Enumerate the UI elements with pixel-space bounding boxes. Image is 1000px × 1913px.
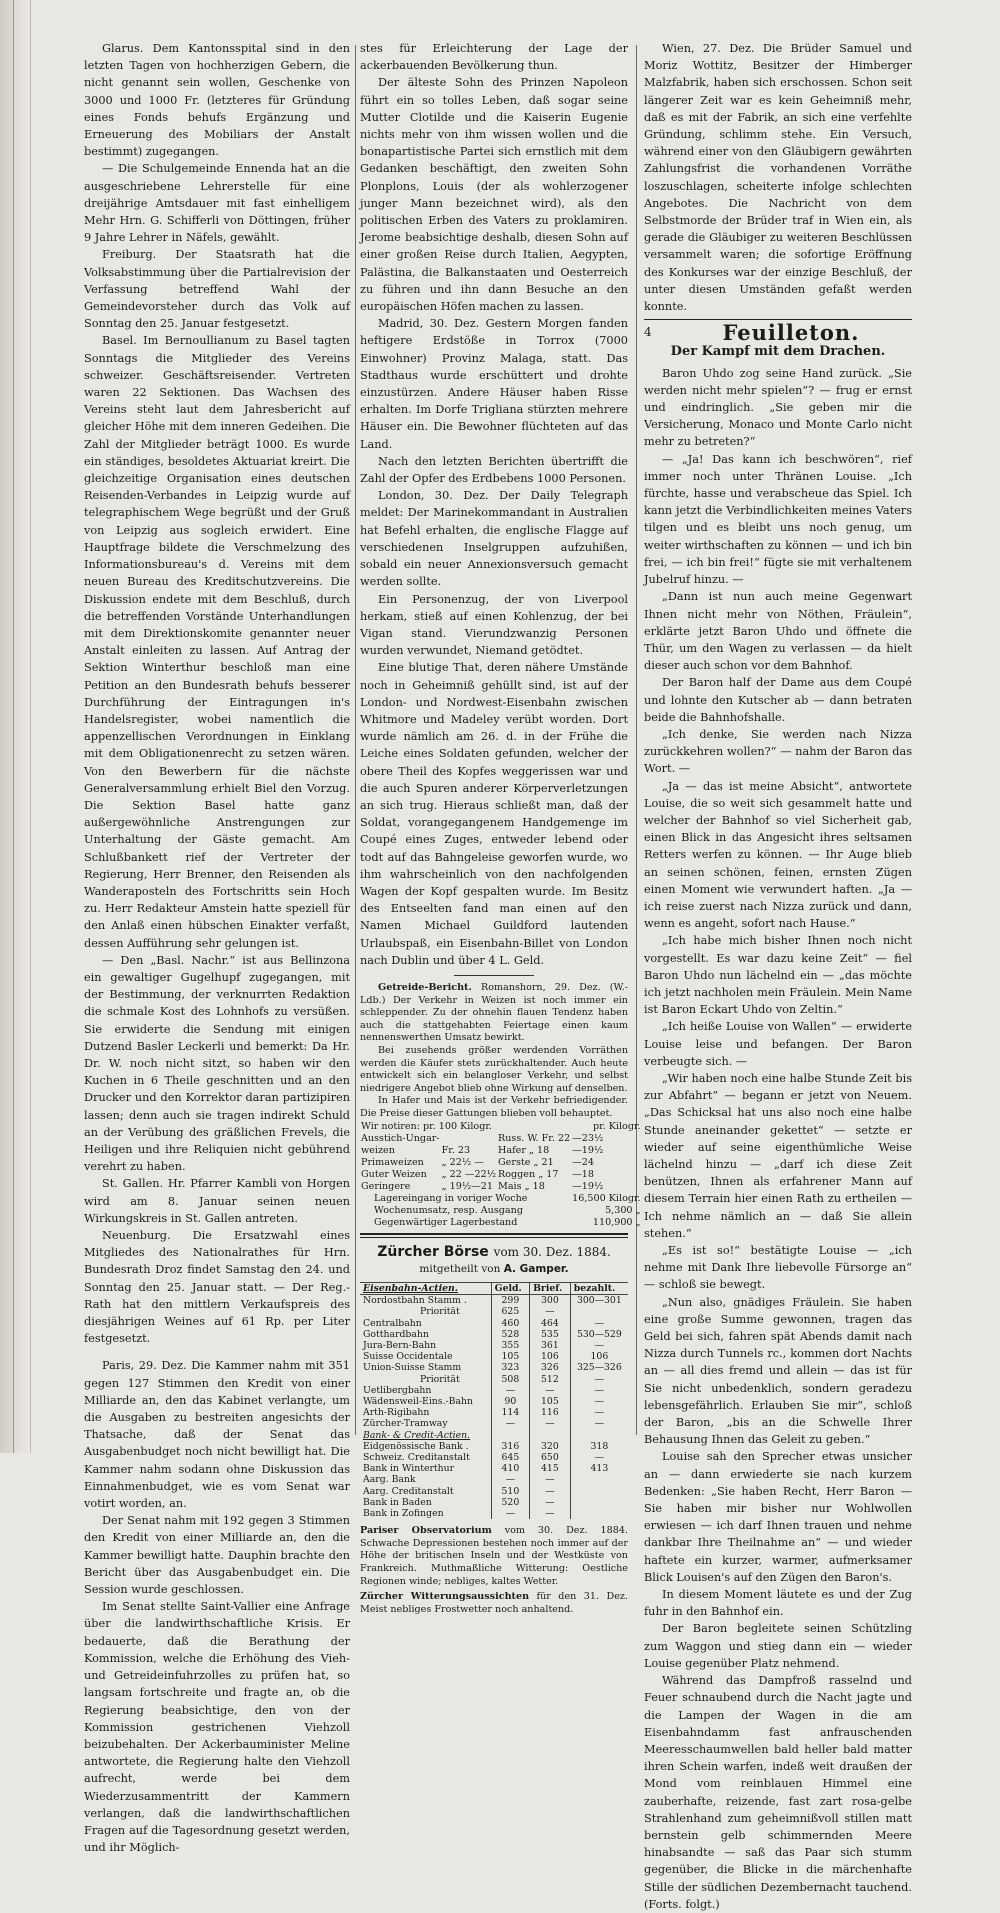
article-paris-kammer: Paris, 29. Dez. Die Kammer nahm mit 351 gegen 127 Stimmen den Kredit von einer Milliarde an, den das Kabinet verlangte, um die Ausgaben zu bestreiten angesichts der Thatsache, daß der Senat das Ausgabenbudget noch nicht bewilligt hat. Die Kammer nahm sodann ohne Diskussion das Einnahmenbudget, wie es vom Senat war votirt worden, an. bbox=[84, 1359, 350, 1511]
table-cell: 530—529 bbox=[570, 1329, 628, 1340]
table-cell: Aarg. Creditanstalt bbox=[363, 1485, 454, 1497]
table-cell: — bbox=[530, 1418, 571, 1429]
table-cell: —19½ bbox=[572, 1144, 604, 1156]
table-cell: pr. Kilogr. bbox=[592, 1120, 641, 1132]
column-header: Geld. bbox=[491, 1282, 529, 1294]
article-bloody-deed: Eine blutige That, deren nähere Umstände noch in Geheimniß gehüllt sind, ist auf der London- und Nordwest-Eisenbahn zwischen Whitmore und Madeley verübt worden. Dort wurde nämlich am 26. d. in der Frühe die Leiche eines Soldaten gefunden, welcher der obere Theil des Kopfes weggerissen war und die auch Spuren anderer Körperverletzungen an sich trug. Hieraus schließt man, daß der Soldat, vorangegangenem Handgemenge im Coupé eines Zuges, entweder lebend oder todt auf das Bahngeleise geworfen wurde, wo ihm wahrscheinlich von den nachfolgenden Wagen der Kopf gespalten wurde. Im Besitz des Entseelten fand man einen auf den Namen Michael Guildford lautenden Urlaubspaß, ein Eisenbahn-Billet von London nach Dublin und über 4 L. Geld. bbox=[360, 661, 628, 967]
table-row bbox=[360, 1340, 628, 1351]
table-cell bbox=[570, 1486, 628, 1497]
table-cell: — bbox=[570, 1396, 628, 1407]
table-cell: — bbox=[530, 1306, 571, 1317]
table-cell: 512 bbox=[530, 1374, 571, 1385]
table-cell: Lagereingang in voriger Woche bbox=[374, 1192, 528, 1204]
table-cell: Primaweizen bbox=[361, 1156, 424, 1168]
article-paris-saint-vallier: Im Senat stellte Saint-Vallier eine Anfrage über die landwirthschaftliche Krisis. Er bedauerte, daß die Berathung der Kommission, welche die Erhöhung des Vieh- und Getreideinfuhrzolles zu prüfen hat, so langsam fortschreite und fragte an, ob die Regierung beabsichtige, den von der Kommission gestrichenen Viehzoll beizubehalten. Der Ackerbauminister Meline antwortete, die Regierung halte den Viehzoll aufrecht, werde bei dem Wiederzusammentritt der Kammern verlangen, daß die landwirthschaftlichen Fragen auf die Tagesordnung gesetzt werden, und ihr Möglich- bbox=[84, 1600, 350, 1855]
table-cell: Wädensweil-Eins.-Bahn bbox=[363, 1395, 474, 1407]
table-row bbox=[360, 1181, 642, 1193]
table-row bbox=[360, 1463, 628, 1474]
table-row bbox=[360, 1157, 642, 1169]
column-header: bezahlt. bbox=[570, 1282, 628, 1294]
observatory-text: Schwache Depressionen bestehen noch immer auf der Höhe der britischen Inseln und der Westküste von Frankreich. Muthmaßliche Witterung: Oestliche Regionen winde; nebliges, kaltes Wetter. bbox=[360, 1537, 628, 1587]
table-cell: — bbox=[530, 1508, 571, 1519]
table-cell: Gotthardbahn bbox=[363, 1328, 429, 1340]
table-cell: 316 bbox=[491, 1441, 529, 1452]
table-cell: Wochenumsatz, resp. Ausgang bbox=[374, 1204, 523, 1216]
feuilleton-subtitle: Der Kampf mit dem Drachen. bbox=[670, 344, 886, 360]
table-row bbox=[360, 1441, 628, 1452]
table-cell: 300—301 bbox=[570, 1295, 628, 1307]
feuilleton-paragraph: „Wir haben noch eine halbe Stunde Zeit bis zur Abfahrt“ — begann er jetzt von Neuem. „Das Schicksal hat uns also noch eine halbe Stunde aneinander gekettet“ — setzte er wieder auf seine eigenthümliche Weise lächelnd hinzu — „darf ich diese Zeit benützen, Ihnen als erfahrener Mann auf diesem Terrain hier einen Rath zu ertheilen — Ich nehme nämlich an — daß Sie allein stehen.“ bbox=[644, 1071, 912, 1240]
table-row bbox=[360, 1205, 642, 1217]
article-liverpool: Ein Personenzug, der von Liverpool herkam, stieß auf einen Kohlenzug, der bei Vigan stand. Vierundzwanzig Personen wurden verwundet, Niemand getödtet. bbox=[360, 592, 628, 658]
table-cell: 90 bbox=[491, 1396, 529, 1407]
article-st-gallen: St. Gallen. Hr. Pfarrer Kambli von Horgen wird am 8. Januar seinen neuen Wirkungskreis in St. Gallen antreten. bbox=[84, 1177, 350, 1225]
table-row bbox=[360, 1362, 628, 1373]
table-cell: 464 bbox=[530, 1318, 571, 1329]
article-paris-senat: Der Senat nahm mit 192 gegen 3 Stimmen den Kredit von einer Milliarde an, den die Kammer bewilligt hatte. Dauphin brachte den Bericht über das Ausgabenbudget ein. Die Session wurde geschlossen. bbox=[84, 1514, 350, 1597]
table-row bbox=[360, 1329, 628, 1340]
table-cell: Nordostbahn Stamm . bbox=[363, 1295, 467, 1307]
table-row bbox=[360, 1351, 628, 1362]
table-cell: Eidgenössische Bank . bbox=[363, 1440, 469, 1452]
table-cell: Bank in Winterthur bbox=[363, 1463, 455, 1475]
table-section-row bbox=[360, 1430, 628, 1441]
feuilleton-paragraph: — „Ja! Das kann ich beschwören“, rief immer noch unter Thränen Louise. „Ich fürchte, hasse und verabscheue das Spiel. Ich kann jetzt die Verbindlichkeiten meines Vaters tilgen und es bleibt uns noch genug, um weiter wirthschaften zu können — und ich bin frei, — ich bin frei!“ fügte sie mit verhaltenem Jubelruf hinzu. — bbox=[644, 452, 912, 587]
table-cell bbox=[491, 1430, 529, 1441]
feuilleton-title: Feuilleton. bbox=[722, 320, 860, 346]
news-column-1 bbox=[84, 40, 350, 1855]
table-cell: 528 bbox=[491, 1329, 529, 1340]
table-cell: 410 bbox=[491, 1463, 529, 1474]
table-cell: 300 bbox=[530, 1295, 571, 1307]
grain-price-table bbox=[360, 1121, 642, 1229]
column-divider-1 bbox=[355, 45, 356, 1435]
table-cell: — bbox=[530, 1385, 571, 1396]
table-cell: 105 bbox=[491, 1351, 529, 1362]
table-cell: Bank in Baden bbox=[363, 1496, 432, 1508]
table-cell: 520 bbox=[491, 1497, 529, 1508]
column-header: Eisenbahn-Actien. bbox=[360, 1282, 491, 1294]
table-row bbox=[360, 1452, 628, 1463]
table-row bbox=[360, 1486, 628, 1497]
table-cell: 105 bbox=[530, 1396, 571, 1407]
table-cell bbox=[530, 1430, 571, 1441]
table-cell bbox=[570, 1508, 628, 1519]
table-cell: 645 bbox=[491, 1452, 529, 1463]
table-cell: Russ. W. Fr. 22 bbox=[498, 1132, 571, 1144]
table-cell: 106 bbox=[530, 1351, 571, 1362]
feuilleton-paragraph: „Ich habe mich bisher Ihnen noch nicht vorgestellt. Es war dazu keine Zeit“ — fiel Baron Uhdo nun lächelnd ein — „das möchte ich jetzt nachholen mein Fräulein. Mein Name ist Baron Eckart Uhdo von Zeltin.“ bbox=[644, 934, 912, 1017]
feuilleton-paragraph: Louise sah den Sprecher etwas unsicher an — dann erwiederte sie nach kurzem Bedenken: „Sie haben Recht, Herr Baron — Sie haben mir bisher nur Wohlwollen erwiesen — ich darf Ihnen trauen und nehme dankbar Ihre Theilnahme an“ — und wieder haftete ein kurzer, warmer, aufmerksamer Blick Louisen's auf den Zügen den Baron's. bbox=[644, 1450, 912, 1584]
table-row bbox=[360, 1133, 642, 1145]
table-cell: Hafer „ 18 bbox=[498, 1144, 550, 1156]
article-freiburg: Freiburg. Der Staatsrath hat die Volksabstimmung über die Partialrevision der Verfassung betreffend Wahl der Gemeindevorsteher durch das Volk auf Sonntag den 25. Januar festgesetzt. bbox=[84, 248, 350, 331]
grain-report-dateline: Romanshorn, 29. Dez. (W.-Ldb.) bbox=[360, 981, 628, 1006]
table-cell: Bank in Zofingen bbox=[363, 1507, 444, 1519]
table-cell: Zürcher-Tramway bbox=[363, 1418, 448, 1430]
table-cell: Wir notiren: pr. 100 Kilogr. bbox=[361, 1120, 492, 1132]
table-cell: — bbox=[570, 1385, 628, 1396]
table-cell bbox=[570, 1474, 628, 1485]
boerse-byline bbox=[360, 1261, 628, 1278]
feuilleton-paragraph: „Es ist so!“ bestätigte Louise — „ich nehme mit Dank Ihre liebevolle Fürsorge an“ — schloß sie bewegt. bbox=[644, 1244, 912, 1292]
feuilleton-paragraph: „Nun also, gnädiges Fräulein. Sie haben eine große Summe gewonnen, tragen das Geld bei sich, fahren spät Abends damit nach Nizza durch Tunnels rc., kommen dort Nachts an — all dies fremd und allein — das ist für Sie nicht unbedenklich, sondern geradezu lebensgefährlich. Erlauben Sie mir“, schloß der Baron, „bis an die Schwelle Ihrer Behausung Ihnen das Geleit zu geben.“ bbox=[644, 1295, 912, 1447]
table-cell: 415 bbox=[530, 1463, 571, 1474]
table-cell: Guter Weizen bbox=[361, 1168, 427, 1180]
weather-heading: Zürcher Witterungsaussichten bbox=[360, 1591, 530, 1603]
feuilleton-paragraph: Der Baron half der Dame aus dem Coupé und lohnte den Kutscher ab — dann betraten beide die Bahnhofshalle. bbox=[644, 676, 912, 724]
table-row bbox=[360, 1474, 628, 1485]
feuilleton-paragraph: „Ich denke, Sie werden nach Nizza zurückkehren wollen?“ — nahm der Baron das Wort. — bbox=[644, 727, 912, 776]
table-row bbox=[360, 1497, 628, 1508]
article-continued: stes für Erleichterung der Lage der ackerbauenden Bevölkerung thun. bbox=[360, 42, 628, 73]
grain-report-intro bbox=[360, 982, 628, 1045]
article-neuenburg: Neuenburg. Die Ersatzwahl eines Mitgliedes des Nationalrathes für Hrn. Bundesrath Droz findet Samstag den 24. und Sonntag den 25. Januar statt. — Der Reg.-Rath hat den mittlern Verkaufspreis des diesjährigen Weines auf 61 Rp. per Liter festgesetzt. bbox=[84, 1229, 350, 1346]
table-cell: Uetlibergbahn bbox=[363, 1384, 432, 1396]
table-row bbox=[360, 1295, 628, 1307]
table-cell: Priorität bbox=[420, 1373, 460, 1385]
table-cell: 508 bbox=[491, 1374, 529, 1385]
table-row bbox=[360, 1121, 642, 1133]
table-cell: 413 bbox=[570, 1463, 628, 1474]
table-row bbox=[360, 1169, 642, 1181]
news-column-2 bbox=[360, 40, 641, 1615]
page-binding-edge bbox=[0, 0, 31, 1453]
grain-report-text1: Der Verkehr in Weizen ist noch immer ein schleppender. Zu der ohnehin flauen Tendenz haben auch die stattgehabten Feiertage einen kaum nennenswerthen Umsatz bewirkt. bbox=[360, 994, 628, 1044]
boerse-name: Zürcher Börse bbox=[377, 1243, 489, 1260]
table-cell: Geringere bbox=[361, 1180, 411, 1192]
feuilleton-number: 4 bbox=[644, 325, 652, 340]
observatory-report bbox=[360, 1525, 628, 1588]
feuilleton-paragraph: Baron Uhdo zog seine Hand zurück. „Sie werden nicht mehr spielen“? — frug er ernst und eindringlich. „Sie geben mir die Versicherung, Monaco und Monte Carlo nicht mehr zu betreten?“ bbox=[644, 366, 912, 449]
weather-forecast bbox=[360, 1591, 628, 1616]
table-cell: — bbox=[570, 1418, 628, 1429]
table-row bbox=[360, 1193, 642, 1205]
table-row bbox=[360, 1306, 628, 1317]
article-madrid: Madrid, 30. Dez. Gestern Morgen fanden heftigere Erdstöße in Torrox (7000 Einwohner) Provinz Malaga, statt. Das Stadthaus wurde erschüttert und drohte einzustürzen. Andere Häuser haben Risse erhalten. Im Dorfe Trigliana stürzten mehrere Häuser ein. Die Bewohner flüchteten auf das Land. bbox=[360, 317, 628, 451]
table-row bbox=[360, 1508, 628, 1519]
table-cell: 326 bbox=[530, 1362, 571, 1373]
grain-report bbox=[360, 981, 641, 1229]
table-cell: 16,500 Kilogr. bbox=[572, 1192, 641, 1204]
table-cell: Roggen „ 17 bbox=[498, 1168, 559, 1180]
table-header-row bbox=[360, 1282, 628, 1294]
table-row bbox=[360, 1217, 642, 1229]
table-cell: „ 22 —22½ bbox=[441, 1168, 497, 1180]
table-cell: „ 22½ — bbox=[441, 1156, 484, 1168]
article-glarus: Glarus. Dem Kantonsspital sind in den letzten Tagen von hochherzigen Gebern, die nicht genannt sein wollen, Geschenke von 3000 und 1000 Fr. (letzteres für Gründung eines Fonds behufs Ergänzung und Erneuerung des Mobiliars der Anstalt bestimmt) zugegangen. bbox=[84, 42, 350, 159]
table-cell: —18 bbox=[572, 1168, 594, 1180]
article-madrid-victims: Nach den letzten Berichten übertrifft die Zahl der Opfer des Erdbebens 1000 Personen. bbox=[360, 454, 628, 486]
table-cell: — bbox=[530, 1486, 571, 1497]
article-basel-nachr: — Den „Basl. Nachr.“ ist aus Bellinzona ein gewaltiger Gugelhupf zugegangen, mit der Bestimmung, der verknurrten Redaktion die schmale Kost des Lohnhofs zu versüßen. Sie erwiderte die Sendung mit einigen Dutzend Basler Leckerli und bemerkt: Da Hr. Dr. W. noch nicht sitzt, so haben wir den Kuchen in 6 Theile geschnitten und an den Drucker und den Korrektor daran partizipiren lassen; denn auch sie tragen indirekt Schuld an der Verübung des gräßlichen Frevels, die Heiligen und ihre Reliquien nicht gebührend verehrt zu haben. bbox=[84, 953, 350, 1174]
table-cell: — bbox=[491, 1385, 529, 1396]
article-napoleon: Der älteste Sohn des Prinzen Napoleon führt ein so tolles Leben, daß sogar seine Mutter Clotilde und die Kaiserin Eugenie nichts mehr von ihm wissen wollen und die bonapartistische Partei sich ernstlich mit dem Gedanken beschäftigt, den zweiten Sohn Plonplons, Louis (der als wohlerzogener junger Mann bezeichnet wird), als den politischen Erben des Vaters zu proklamiren. Jerome beabsichtige deshalb, diesen Sohn auf einer großen Reise durch Italien, Aegypten, Palästina, die Balkanstaaten und Oesterreich zu führen und ihn dann Besuche an den europäischen Höfen machen zu lassen. bbox=[360, 76, 628, 314]
table-cell: 325—326 bbox=[570, 1362, 628, 1373]
table-cell: Gerste „ 21 bbox=[498, 1156, 554, 1168]
grain-report-text3: In Hafer und Mais ist der Verkehr befriedigender. Die Preise dieser Gattungen blieben voll behauptet. bbox=[360, 1095, 628, 1119]
binding-rule bbox=[13, 0, 14, 1453]
table-cell: 106 bbox=[570, 1351, 628, 1362]
table-row bbox=[360, 1374, 628, 1385]
table-cell: — bbox=[570, 1318, 628, 1329]
table-cell bbox=[570, 1430, 628, 1441]
boerse-by-name: A. Gamper. bbox=[503, 1262, 569, 1275]
weather-date: für den 31. Dez. bbox=[536, 1591, 628, 1603]
table-cell: 625 bbox=[491, 1306, 529, 1317]
table-cell: 323 bbox=[491, 1362, 529, 1373]
table-cell: 650 bbox=[530, 1452, 571, 1463]
table-cell: weizen bbox=[361, 1144, 395, 1156]
table-cell: — bbox=[570, 1340, 628, 1351]
table-row bbox=[360, 1396, 628, 1407]
feuilleton-paragraph: Der Baron begleitete seinen Schützling zum Waggon und stieg dann ein — wieder Louise gegenüber Platz nehmend. bbox=[644, 1622, 912, 1670]
feuilleton-paragraph: „Ja — das ist meine Absicht“, antwortete Louise, die so weit sich gesammelt hatte und welcher der Bahnhof so viel Sicherheit gab, einen Blick in das Angesicht ihres seltsamen Retters werfen zu können. — Ihr Auge blieb an seinen schönen, feinen, ernsten Zügen einen Moment wie verwundert haften. „Ja — ich reise zuerst nach Nizza zurück und dann, wenn es angeht, sofort nach Hause.“ bbox=[644, 779, 912, 931]
table-cell: — bbox=[530, 1497, 571, 1508]
table-cell: 318 bbox=[570, 1441, 628, 1452]
table-row bbox=[360, 1418, 628, 1429]
table-cell: —24 bbox=[572, 1156, 594, 1168]
article-ennenda: — Die Schulgemeinde Ennenda hat an die ausgeschriebene Lehrerstelle für eine dreijährige Amtsdauer mit fast einhelligem Mehr Hrn. G. Schifferli von Döttingen, früher 9 Jahre Lehrer in Näfels, gewählt. bbox=[84, 162, 350, 245]
table-cell: 320 bbox=[530, 1441, 571, 1452]
feuilleton-paragraph: Während das Dampfroß rasselnd und Feuer schnaubend durch die Nacht jagte und die Lampen der Wagen in die am Eisenbahndamm fast anfrauschenden Meeresschaumwellen bald heller bald matter ihren Schein warfen, indeß weit draußen der Mond vom reinblauen Himmel eine zauberhafte, reizende, fast zart rosa-gelbe Strahlenhand zum geheimnißvoll stillen matt bernstein gelb schimmernden Meere hinabsandte — saß das Paar sich stumm gegenüber, die Blicke in die märchenhafte Stille der südlichen Dezembernacht tauchend. (Forts. folgt.) bbox=[644, 1674, 912, 1911]
table-cell: 114 bbox=[491, 1407, 529, 1418]
table-cell: — bbox=[570, 1452, 628, 1463]
section-separator bbox=[454, 975, 534, 976]
table-cell: Fr. 23 bbox=[441, 1144, 471, 1156]
feuilleton-paragraph: In diesem Moment läutete es und der Zug fuhr in den Bahnhof ein. bbox=[644, 1588, 912, 1619]
table-cell: 116 bbox=[530, 1407, 571, 1418]
table-cell: 355 bbox=[491, 1340, 529, 1351]
table-cell: — bbox=[530, 1474, 571, 1485]
table-cell: Jura-Bern-Bahn bbox=[363, 1339, 437, 1351]
table-cell: „ 19½—21 bbox=[441, 1180, 493, 1192]
table-cell: — bbox=[570, 1374, 628, 1385]
grain-report-text2: Bei zusehends größer werdenden Vorräthen werden die Käufer stets zurückhaltender. Auch heute entwickelt sich ein belangloser Verkehr, und selbst niedrigere Angebot blieb ohne Wirkung auf denselben. bbox=[360, 1044, 628, 1094]
zurich-stock-exchange bbox=[360, 1244, 628, 1520]
boerse-by-prefix: mitgetheilt von bbox=[419, 1262, 501, 1275]
grain-report-heading: Getreide-Bericht. bbox=[378, 981, 472, 993]
table-cell: —23½ bbox=[572, 1132, 604, 1144]
boerse-table bbox=[360, 1282, 628, 1519]
section-header: Bank- & Credit-Actien. bbox=[363, 1429, 471, 1441]
column-header: Brief. bbox=[530, 1282, 571, 1294]
table-cell: Aarg. Bank bbox=[363, 1474, 416, 1486]
table-cell: Schweiz. Creditanstalt bbox=[363, 1451, 470, 1463]
table-cell: Centralbahn bbox=[363, 1317, 422, 1329]
boerse-title bbox=[360, 1244, 628, 1261]
feuilleton-paragraph: „Ich heiße Louise von Wallen“ — erwiderte Louise leise und befangen. Der Baron verbeugte sich. — bbox=[644, 1020, 912, 1068]
table-cell: 5,300 „ bbox=[605, 1204, 641, 1216]
news-column-3 bbox=[644, 40, 912, 1911]
observatory-date: vom 30. Dez. 1884. bbox=[504, 1525, 628, 1537]
table-cell: 510 bbox=[491, 1486, 529, 1497]
article-london: London, 30. Dez. Der Daily Telegraph meldet: Der Marinekommandant in Australien hat Befehl erhalten, die englische Flagge auf verschiedenen Inselgruppen aufzuhißen, sobald ein neuer Annexionsversuch gemacht werden sollte. bbox=[360, 489, 628, 589]
table-cell: 535 bbox=[530, 1329, 571, 1340]
weather-text: Meist nebliges Frostwetter noch anhaltend. bbox=[360, 1603, 574, 1615]
feuilleton-paragraph: „Dann ist nun auch meine Gegenwart Ihnen nicht mehr von Nöthen, Fräulein“, erklärte jetzt Baron Uhdo und öffnete die Thür, um den Wagen zu verlassen — da hielt dieser auch schon vor dem Bahnhof. bbox=[644, 590, 912, 673]
table-cell: —19½ bbox=[572, 1180, 604, 1192]
table-cell: Mais „ 18 bbox=[498, 1180, 545, 1192]
table-row bbox=[360, 1407, 628, 1418]
observatory-heading: Pariser Observatorium bbox=[360, 1525, 492, 1537]
table-cell: — bbox=[491, 1474, 529, 1485]
table-row bbox=[360, 1318, 628, 1329]
table-cell: Gegenwärtiger Lagerbestand bbox=[374, 1216, 518, 1228]
table-cell: — bbox=[491, 1418, 529, 1429]
table-cell: 460 bbox=[491, 1318, 529, 1329]
table-cell bbox=[570, 1306, 628, 1317]
table-cell: Union-Suisse Stamm bbox=[363, 1362, 462, 1374]
table-cell bbox=[441, 1133, 497, 1145]
article-wien: Wien, 27. Dez. Die Brüder Samuel und Moriz Wottitz, Besitzer der Himberger Malzfabrik, haben sich erschossen. Schon seit längerer Zeit war es kein Geheimniß mehr, daß es mit der Fabrik, an sich eine verfehlte Gründung, schlimm stehe. Ein Versuch, während einer von den Gläubigern gewährten Zahlungsfrist die vorhandenen Vorräthe loszuschlagen, scheiterte infolge schlechten Angebotes. Die Nachricht von dem Selbstmorde der Brüder traf in Wien ein, als gerade die Gläubiger zu weiteren Beschlüssen versammelt waren; die sofortige Eröffnung des Konkurses war der einzige Beschluß, der unter diesen Umständen gefaßt werden konnte. bbox=[644, 42, 912, 314]
double-rule bbox=[360, 1233, 628, 1238]
table-cell: Ausstich-Ungar- bbox=[361, 1132, 440, 1144]
article-basel: Basel. Im Bernoullianum zu Basel tagten Sonntags die Mitglieder des Vereins schweizer. Geschäftsreisender. Vertreten waren 22 Sektionen. Das Wachsen des Vereins steht laut dem Jahresbericht auf gleicher Höhe mit dem inneren Gedeihen. Die Zahl der Mitglieder beträgt 1000. Es wurde ein ständiges, besoldetes Aktuariat kreirt. Die gleichzeitige Organisation eines deutschen Reisenden-Verbandes in Leipzig wurde auf telegraphischem Wege begrüßt und der Gruß von Leipzig aus sogleich erwidert. Eine Hauptfrage bildete die Verschmelzung des Informationsbureau's d. Vereins mit dem neuen Bureau des Kreditschutzvereins. Die Diskussion endete mit dem Beschluß, durch die betreffenden Vorstände Unterhandlungen mit dem Direktionskomite genannter neuer Anstalt einleiten zu lassen. Auf Antrag der Sektion Winterthur beschloß man eine Petition an den Bundesrath behufs besserer Durchführung der Eintragungen in's Handelsregister, wobei namentlich die appenzellischen Verordnungen in Einklang mit dem Obligationenrecht zu setzen wären. Von den Bewerbern für die nächste Generalversammlung erhielt Biel den Vorzug. Die Sektion Basel hatte ganz außergewöhnliche Anstrengungen zur Unterhaltung der Gäste gemacht. Am Schlußbankett rief der Vertreter der Regierung, Herr Brenner, den Reisenden als Wanderaposteln des Fortschritts sein Hoch zu. Herr Redakteur Amstein hatte speziell für den Anlaß einen hübschen Einakter verfaßt, dessen Aufführung sehr gelungen ist. bbox=[84, 334, 350, 950]
table-cell: — bbox=[491, 1508, 529, 1519]
feuilleton-header bbox=[644, 319, 912, 346]
boerse-date: vom 30. Dez. 1884. bbox=[493, 1244, 611, 1259]
table-cell: — bbox=[570, 1407, 628, 1418]
weather-reports bbox=[360, 1525, 628, 1616]
table-cell: Priorität bbox=[420, 1306, 460, 1318]
table-cell: 110,900 „ bbox=[592, 1216, 641, 1228]
table-cell: 361 bbox=[530, 1340, 571, 1351]
table-cell: 299 bbox=[491, 1295, 529, 1307]
table-cell bbox=[570, 1497, 628, 1508]
table-row bbox=[360, 1145, 642, 1157]
table-row bbox=[360, 1385, 628, 1396]
table-cell: Suisse Occidentale bbox=[363, 1351, 453, 1363]
table-cell: Arth-Rigibahn bbox=[363, 1407, 430, 1419]
